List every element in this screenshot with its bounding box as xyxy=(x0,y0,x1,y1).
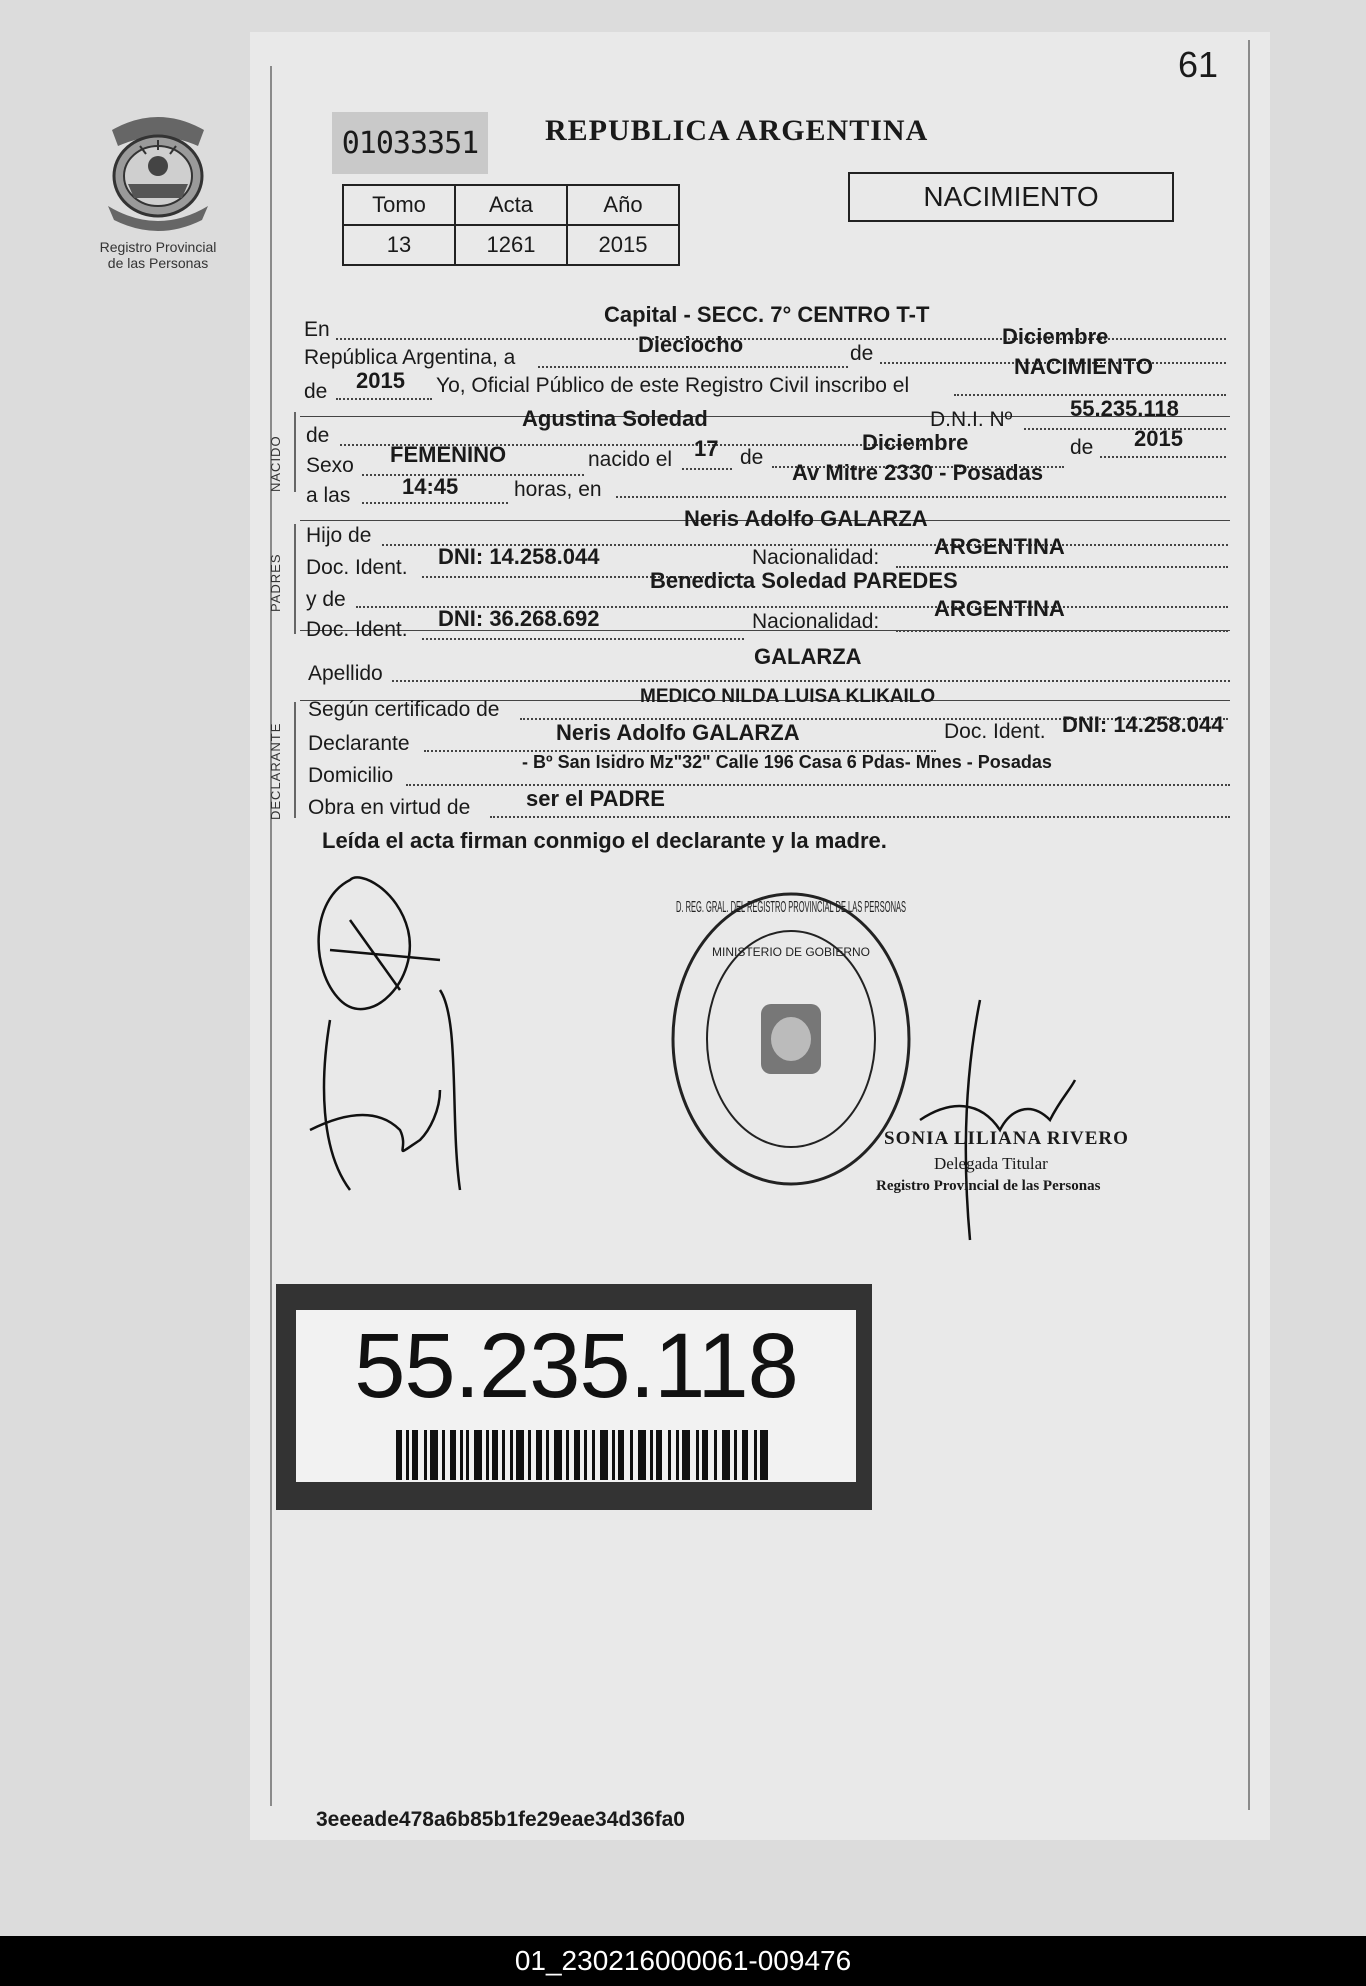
section-bar-declarante xyxy=(294,702,296,818)
value-dia-nacimiento: 17 xyxy=(694,436,719,461)
label-domicilio: Domicilio xyxy=(308,764,394,787)
value-nombres: Agustina Soledad xyxy=(522,406,708,431)
left-margin-line xyxy=(270,66,272,1806)
stamp-inner-text: MINISTERIO DE GOBIERNO xyxy=(711,945,871,959)
value-mes-nacimiento: Diciembre xyxy=(862,430,969,455)
value-madre: Benedicta Soledad PAREDES xyxy=(650,568,958,593)
label-de-mes: de xyxy=(850,342,874,365)
value-hora: 14:45 xyxy=(402,474,459,499)
value-domicilio: - Bº San Isidro Mz"32" Calle 196 Casa 6 Pdas- Mnes - Posadas xyxy=(522,752,1052,772)
value-dni: 55.235.118 xyxy=(1070,396,1179,421)
value-obra-en-virtud: ser el PADRE xyxy=(526,786,665,811)
header-anio: Año xyxy=(567,185,679,225)
officer-signature-icon xyxy=(920,990,1080,1250)
section-label-nacido: NACIDO xyxy=(268,435,283,492)
stamp-outer-text: D. REG. GRAL. DEL REGISTRO PROVINCIAL DE LAS PERSONAS xyxy=(676,899,906,916)
section-label-padres: PADRES xyxy=(268,553,283,612)
barcode-number: 55.235.118 xyxy=(354,1315,798,1417)
document-hash: 3eeeade478a6b85b1fe29eae34d36fa0 xyxy=(316,1808,685,1831)
value-inscripcion-tipo: NACIMIENTO xyxy=(1014,354,1153,379)
label-doc-padre: Doc. Ident. xyxy=(306,556,408,579)
label-de-anio: de xyxy=(304,380,328,403)
value-madre-doc: DNI: 36.268.692 xyxy=(438,606,600,631)
value-tomo: 13 xyxy=(343,225,455,265)
label-apellido: Apellido xyxy=(308,662,383,685)
label-nacionalidad-madre: Nacionalidad: xyxy=(752,610,880,633)
value-declarante: Neris Adolfo GALARZA xyxy=(556,720,800,745)
page-number: 61 xyxy=(1178,44,1219,85)
label-yo-oficial: Yo, Oficial Público de este Registro Civil inscribo el xyxy=(436,374,910,397)
label-de-nombre: de xyxy=(306,424,330,447)
value-acta: 1261 xyxy=(455,225,567,265)
section-label-declarante: DECLARANTE xyxy=(268,722,283,820)
label-obra-en-virtud: Obra en virtud de xyxy=(308,796,471,819)
logo-caption-1: Registro Provincial xyxy=(99,239,217,255)
value-dia-letras: Dieciocho xyxy=(638,332,744,357)
label-segun-certificado: Según certificado de xyxy=(308,698,500,721)
label-republica: República Argentina, a xyxy=(304,346,516,369)
value-mes-inscripcion: Diciembre xyxy=(1002,324,1109,349)
label-nacido-el: nacido el xyxy=(588,448,673,471)
label-de-anio-nac: de xyxy=(1070,436,1094,459)
registry-logo xyxy=(88,110,228,271)
act-type-box: NACIMIENTO xyxy=(848,172,1174,222)
label-en: En xyxy=(304,318,330,341)
officer-office: Registro Provincial de las Personas xyxy=(876,1178,1101,1194)
footer-id-bar: 01_230216000061-009476 xyxy=(0,1936,1366,1986)
value-lugar-nacimiento: Av Mitre 2330 - Posadas xyxy=(792,460,1044,485)
value-declarante-doc: DNI: 14.258.044 xyxy=(1062,712,1224,737)
logo-caption-2: de las Personas xyxy=(107,255,209,271)
value-certificado: MEDICO NILDA LUISA KLIKAILO xyxy=(640,686,936,707)
value-sexo: FEMENINO xyxy=(390,442,507,467)
section-bar-padres xyxy=(294,524,296,634)
register-table xyxy=(342,184,680,266)
value-padre-doc: DNI: 14.258.044 xyxy=(438,544,600,569)
document-title: REPUBLICA ARGENTINA xyxy=(545,114,929,147)
label-declarante: Declarante xyxy=(308,732,410,755)
officer-title: Delegada Titular xyxy=(934,1154,1048,1173)
label-de-mes-nac: de xyxy=(740,446,764,469)
label-sexo: Sexo xyxy=(306,454,354,477)
value-padre: Neris Adolfo GALARZA xyxy=(684,506,928,531)
value-anio-nacimiento: 2015 xyxy=(1134,426,1183,451)
value-lugar: Capital - SECC. 7° CENTRO T-T xyxy=(604,302,930,327)
value-madre-nacionalidad: ARGENTINA xyxy=(934,596,1065,621)
label-doc-madre: Doc. Ident. xyxy=(306,618,408,641)
label-dni: D.N.I. Nº xyxy=(930,408,1013,431)
value-anio-inscripcion: 2015 xyxy=(356,368,405,393)
label-a-las: a las xyxy=(306,484,351,507)
declarant-signature-icon xyxy=(290,860,490,1220)
label-doc-declarante: Doc. Ident. xyxy=(944,720,1046,743)
barcode-icon xyxy=(396,1430,768,1480)
value-apellido: GALARZA xyxy=(754,644,862,669)
barcode-label xyxy=(276,1284,872,1510)
province-seal-icon xyxy=(98,110,218,234)
label-horas-en: horas, en xyxy=(514,478,602,501)
label-hijo-de: Hijo de xyxy=(306,524,372,547)
header-acta: Acta xyxy=(455,185,567,225)
header-tomo: Tomo xyxy=(343,185,455,225)
official-stamp-icon xyxy=(666,886,916,1192)
officer-name: SONIA LILIANA RIVERO xyxy=(884,1128,1129,1149)
closing-statement: Leída el acta firman conmigo el declarante y la madre. xyxy=(322,828,887,853)
serial-number: 01033351 xyxy=(332,112,488,174)
label-y-de: y de xyxy=(306,588,346,611)
right-margin-line xyxy=(1248,40,1250,1810)
value-padre-nacionalidad: ARGENTINA xyxy=(934,534,1065,559)
value-anio: 2015 xyxy=(567,225,679,265)
section-bar-nacido xyxy=(294,412,296,492)
label-nacionalidad-padre: Nacionalidad: xyxy=(752,546,880,569)
